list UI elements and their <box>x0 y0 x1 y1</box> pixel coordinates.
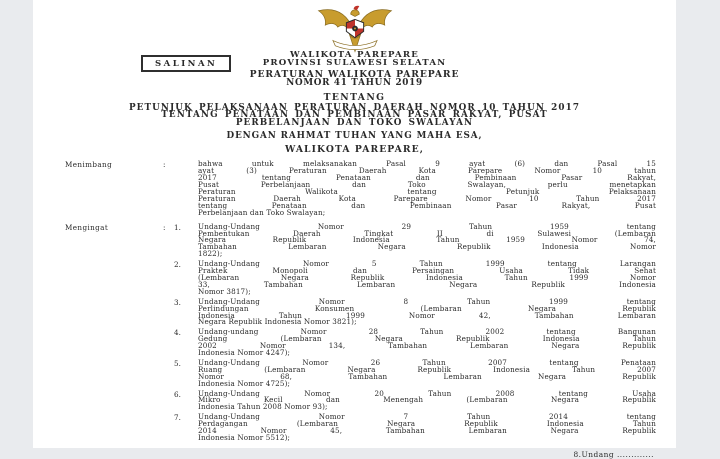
text-line: Pusat Perbelanjaan dan Toko Swalayan, perlu menetapkan <box>198 180 656 190</box>
text-line: 2014 Nomor 45, Tambahan Lembaran Negara Republik <box>198 426 656 436</box>
text-line: Indonesia Tahun 2008 Nomor 93); <box>198 402 328 412</box>
text-line: ayat (3) Peraturan Daerah Kota Parepare Nomor 10 tahun <box>198 166 656 176</box>
text-line: (Lembaran Negara Republik Indonesia Tahun 1999 Nomor <box>198 272 656 282</box>
item-text <box>198 357 656 388</box>
menimbang-section <box>33 161 676 216</box>
text-line: Indonesia Nomor 4247); <box>198 348 291 358</box>
item-number: 7. <box>174 413 181 423</box>
text-line: Undang-Undang Nomor 26 Tahun 2007 tentang Penataan <box>198 357 656 367</box>
grace-line: DENGAN RAHMAT TUHAN YANG MAHA ESA, <box>226 130 483 141</box>
text-line: TENTANG PENATAAN DAN PEMBINAAN PASAR RAKYAT, PUSAT <box>161 110 548 121</box>
menimbang-paragraph <box>198 161 656 216</box>
text-line: Perlindungan Konsumen (Lembaran Negara Republik <box>198 303 656 313</box>
item-number: 1. <box>174 222 181 232</box>
text-line: Nomor 68, Tambahan Lembaran Negara Republik <box>198 371 656 381</box>
legal-item <box>174 357 656 388</box>
text-line: Undang-Undang Nomor 8 Tahun 1999 tentang <box>198 296 656 306</box>
mengingat-label: Mengingat <box>65 222 109 232</box>
item-text <box>198 329 656 357</box>
text-line: Peraturan Daerah Kota Parepare Nomor 10 Tahun 2017 <box>198 193 656 203</box>
institution-title: WALIKOTA PAREPARE <box>290 50 419 60</box>
text-line: Perdagangan (Lembaran Negara Republik Indonesia Tahun <box>198 419 656 429</box>
text-line: Perbelanjaan dan Toko Swalayan; <box>198 207 326 217</box>
legal-item <box>174 412 656 443</box>
item-number: 4. <box>174 328 181 338</box>
item-number: 5. <box>174 358 181 368</box>
legal-item <box>174 296 656 327</box>
text-line: tentang Penataan dan Pembinaan Pasar Rakyat, Pusat <box>198 200 656 210</box>
issuer-line: WALIKOTA PAREPARE, <box>284 144 425 156</box>
text-line: 1822); <box>198 249 223 259</box>
about-heading: TENTANG <box>323 91 386 103</box>
text-line: Undang-Undang Nomor 5 Tahun 1999 tentang Larangan <box>198 259 656 269</box>
text-line: Gedung (Lembaran Negara Republik Indonesia Tahun <box>198 334 656 344</box>
text-line: Praktek Monopoli dan Persaingan Usaha Tidak Sehat <box>198 266 656 276</box>
menimbang-label: Menimbang <box>65 160 113 170</box>
text-line: PERBELANJAAN DAN TOKO SWALAYAN <box>235 118 474 129</box>
item-text <box>198 261 656 296</box>
item-text <box>198 388 656 412</box>
document-page <box>33 0 676 459</box>
garuda-pancasila-emblem <box>33 0 676 51</box>
text-line: 2002 Nomor 134, Tambahan Lembaran Negara Republik <box>198 341 656 351</box>
text-line: Undang-Undang Nomor 20 Tahun 2008 tentang Usaha <box>198 388 656 398</box>
legal-item <box>174 259 656 296</box>
pancasila-shield <box>346 18 363 38</box>
legal-item <box>174 388 656 412</box>
text-line: Mikro Kecil dan Menengah (Lembaran Negara Republik <box>198 395 656 405</box>
text-line: Undang-Undang Nomor 29 Tahun 1959 tentang <box>198 221 656 231</box>
regulation-subject-title <box>33 102 676 129</box>
text-line: Indonesia Nomor 5512); <box>198 433 291 443</box>
text-line: 2017 tentang Penataan dan Pembinaan Pasar Rakyat, <box>198 173 656 183</box>
garuda-icon <box>316 5 394 53</box>
item-text <box>198 221 656 259</box>
text-line: Undang-undang Nomor 28 Tahun 2002 tentang Bangunan <box>198 327 656 337</box>
text-line: Indonesia Tahun 1999 Nomor 42, Tambahan Lembaran <box>198 310 656 320</box>
text-line: Nomor 3817); <box>198 286 251 296</box>
legal-item <box>174 327 656 358</box>
text-line: Negara Republik Indonesia Nomor 3821); <box>198 317 357 327</box>
item-text <box>198 414 656 442</box>
text-line: Pembentukan Daerah Tingkat II di Sulawesi (Lembaran <box>198 228 656 238</box>
regulation-number: NOMOR 41 TAHUN 2019 <box>286 78 423 88</box>
mengingat-section <box>33 221 676 445</box>
text-line: Undang-Undang Nomor 7 Tahun 2014 tentang <box>198 412 656 422</box>
legal-item <box>174 221 656 259</box>
menimbang-colon: : <box>163 160 166 170</box>
text-line: 33, Tambahan Lembaran Negara Republik Indonesia <box>198 279 656 289</box>
text-line: Negara Republik Indonesia Tahun 1959 Nomor 74, <box>198 235 656 245</box>
regulation-title: PERATURAN WALIKOTA PAREPARE <box>249 69 460 80</box>
item-number: 2. <box>174 260 181 270</box>
province-title: PROVINSI SULAWESI SELATAN <box>262 58 447 68</box>
text-line: Peraturan Walikota tentang Petunjuk Pelaksanaan <box>198 187 656 197</box>
item-number: 3. <box>174 297 181 307</box>
text-line: bahwa untuk melaksanakan Pasal 9 ayat (6) dan Pasal 15 <box>198 159 656 169</box>
text-line: Indonesia Nomor 4725); <box>198 378 291 388</box>
catchword-footer: 8.Undang ............. <box>573 449 654 459</box>
item-number: 6. <box>174 389 181 399</box>
mengingat-items <box>174 221 656 445</box>
text-line: Tambahan Lembaran Negara Republik Indonesia Nomor <box>198 242 656 252</box>
text-line: Ruang (Lembaran Negara Republik Indonesia Tahun 2007 <box>198 364 656 374</box>
mengingat-colon: : <box>163 222 166 232</box>
item-text <box>198 296 656 327</box>
text-line: PETUNJUK PELAKSANAAN PERATURAN DAERAH NOMOR 10 TAHUN 2017 <box>128 102 581 113</box>
salinan-stamp: SALINAN <box>141 55 231 72</box>
